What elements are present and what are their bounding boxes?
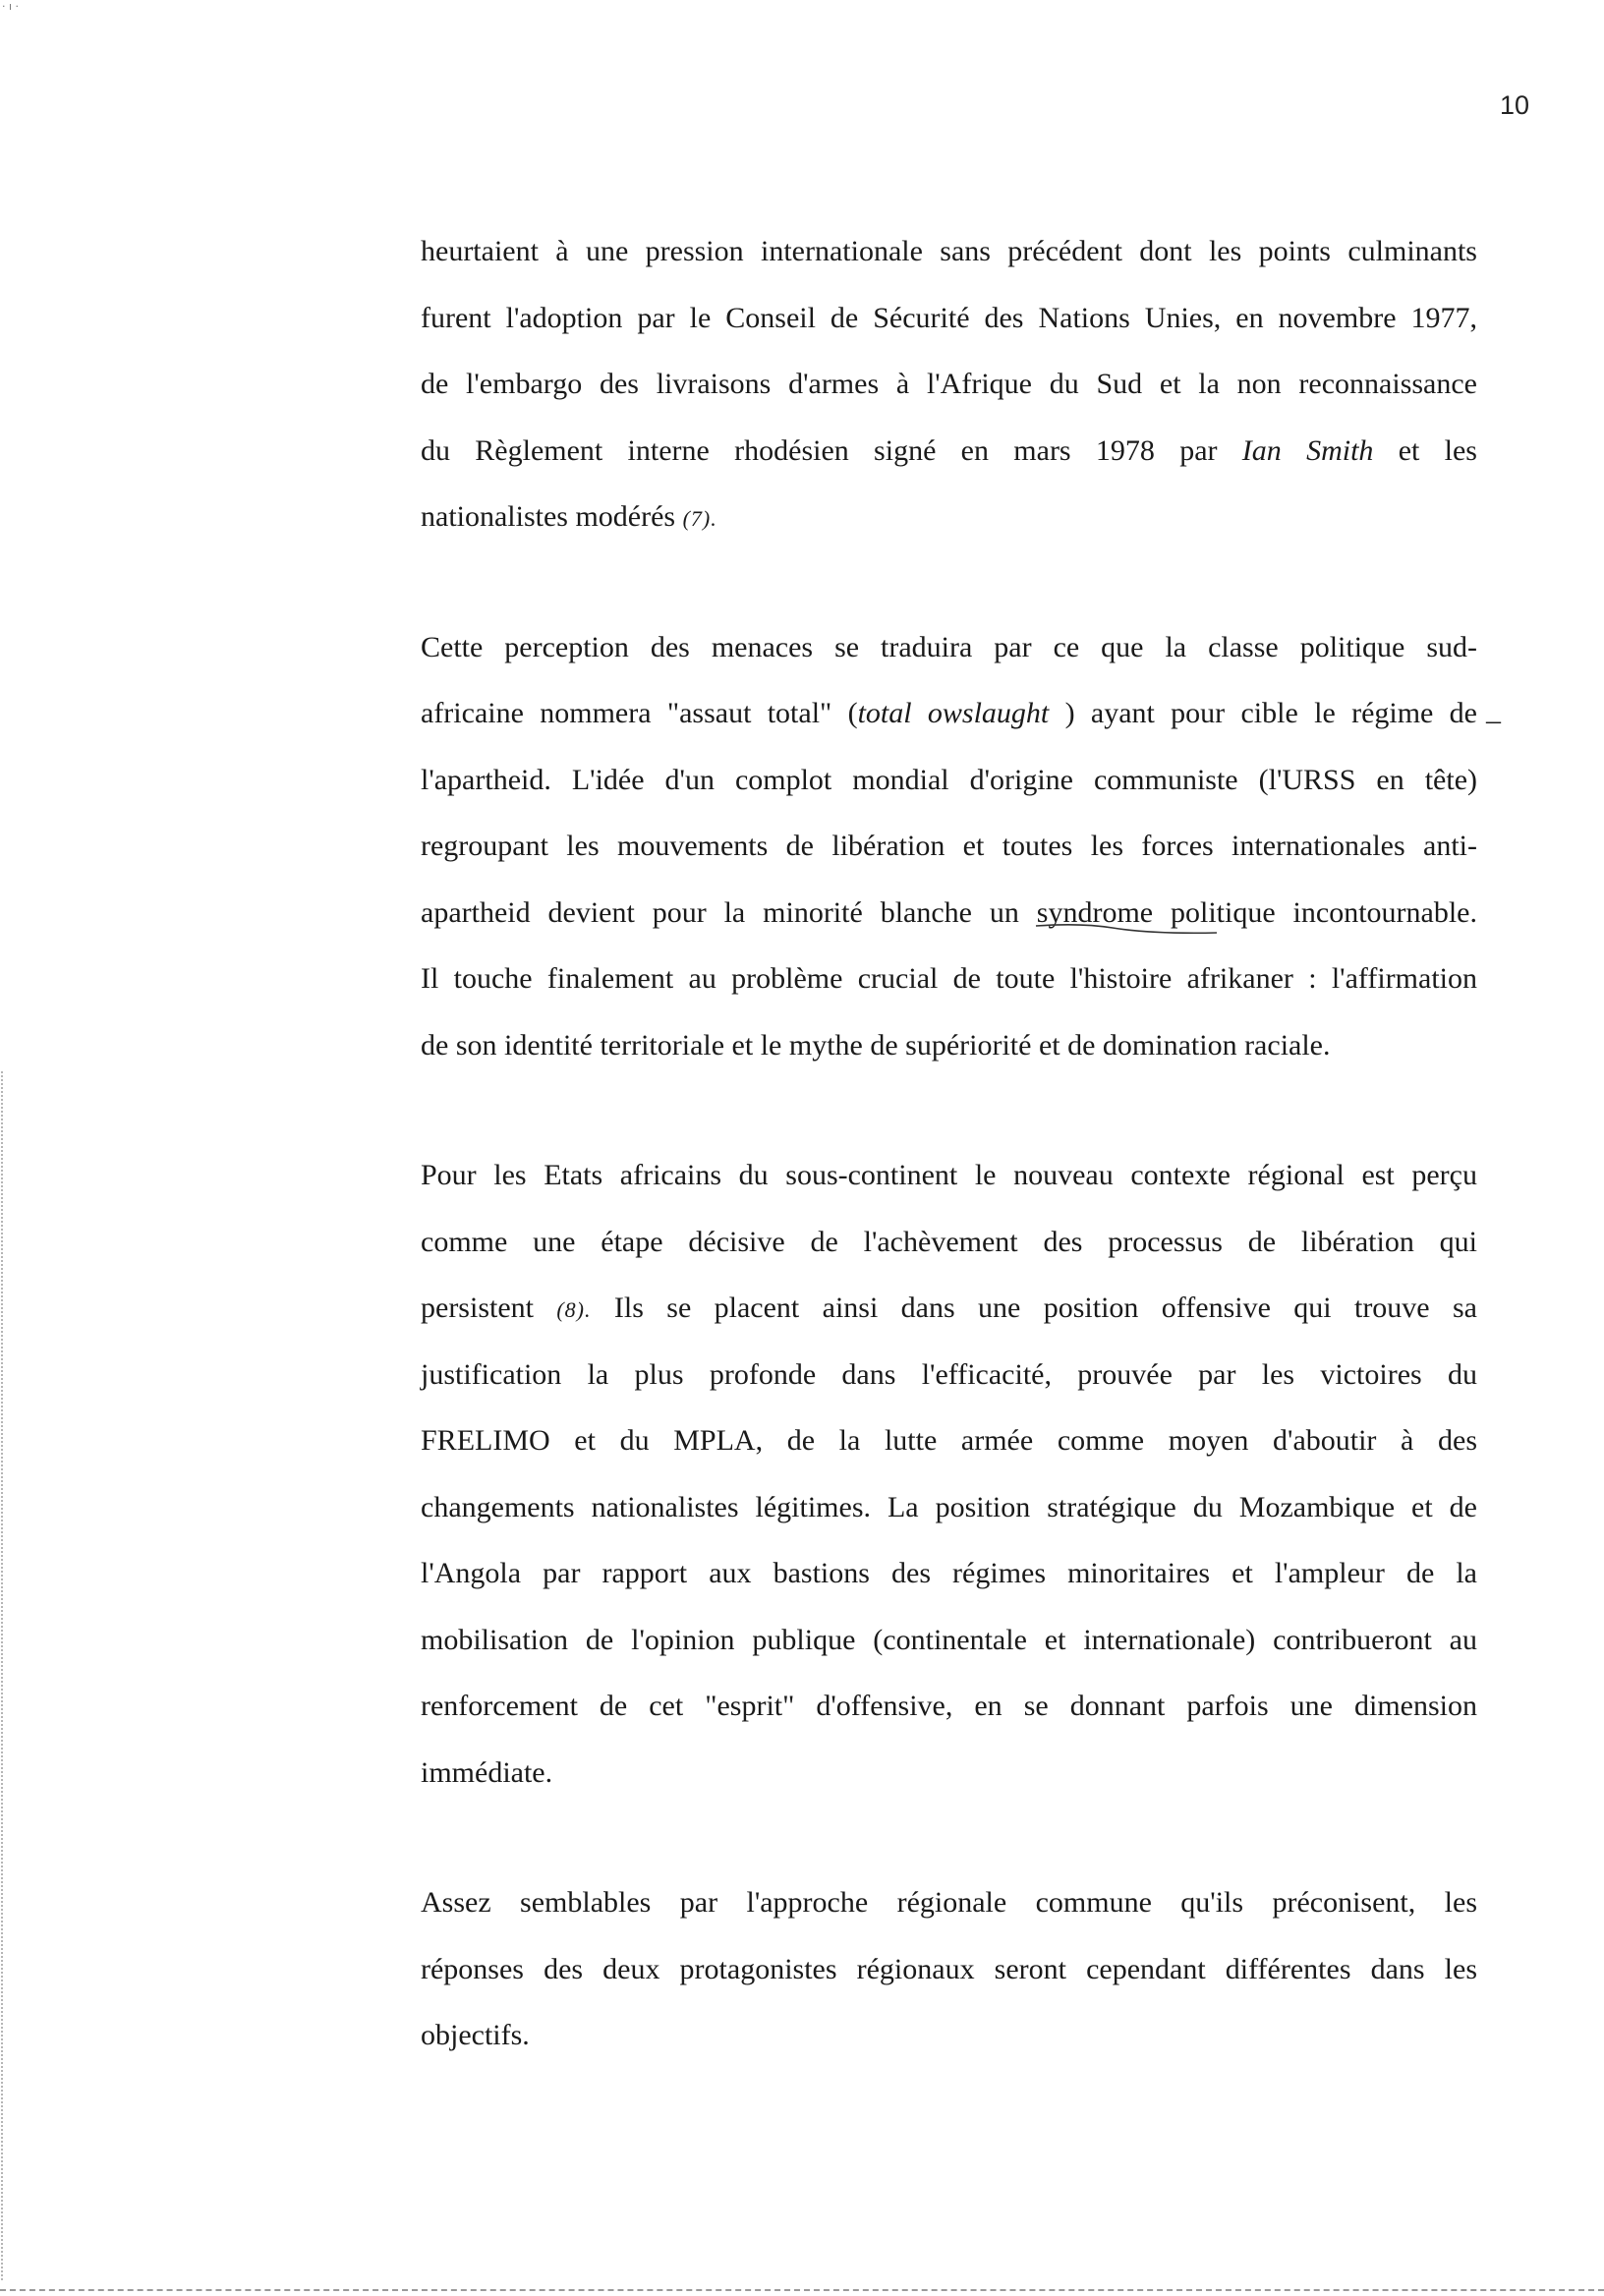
text-line: [421, 747, 1477, 814]
text-segment: Ils se placent ainsi dans une position offensive qui trouve sa: [591, 1292, 1477, 1324]
margin-dash-mark: –: [1486, 704, 1501, 736]
scan-left-edge: [1, 1071, 3, 2280]
text-line: [421, 1209, 1477, 1276]
text-segment: l'Angola par rapport aux bastions des régimes minoritaires et l'ampleur de la: [421, 1557, 1477, 1589]
text-segment: Assez semblables par l'approche régionale commune qu'ils préconisent, les: [421, 1886, 1477, 1919]
text-segment: objectifs.: [421, 2019, 530, 2051]
text-segment: justification la plus profonde dans l'efficacité, prouvée par les victoires du: [421, 1357, 1477, 1391]
paragraph: [421, 614, 1477, 1079]
footnote-ref: (8).: [556, 1297, 592, 1322]
scan-corner-mark: · ı ·: [2, 0, 20, 13]
text-line: [421, 614, 1477, 681]
text-segment: et les: [1373, 433, 1477, 467]
text-segment: de son identité territoriale et le mythe de supériorité et de domination raciale.: [421, 1028, 1331, 1062]
text-segment: africaine nommera "assaut total" (: [421, 697, 858, 729]
text-segment: comme une étape décisive de l'achèvement des processus de libération qui: [421, 1225, 1477, 1258]
text-line: [421, 1869, 1477, 1936]
text-segment: l'apartheid. L'idée d'un complot mondial d'origine communiste (l'URSS en tête): [421, 763, 1477, 796]
text-segment: changements nationalistes légitimes. La position stratégique du Mozambique et de: [421, 1490, 1477, 1523]
text-segment: ) ayant pour cible le régime de: [1049, 697, 1477, 729]
text-line: [421, 1142, 1477, 1209]
text-line: [421, 680, 1477, 747]
text-segment: immédiate.: [421, 1755, 553, 1789]
paragraph: [421, 218, 1477, 550]
text-line: [421, 1474, 1477, 1541]
text-segment: mobilisation de l'opinion publique (continentale et internationale) contribueront au: [421, 1623, 1477, 1656]
text-line: [421, 1607, 1477, 1674]
text-line: [421, 1936, 1477, 2003]
paragraph: [421, 1142, 1477, 1806]
text-segment: regroupant les mouvements de libération et toutes les forces internationales anti-: [421, 830, 1477, 862]
text-segment: Pour les Etats africains du sous-continent le nouveau contexte régional est perçu: [421, 1159, 1477, 1191]
scan-bottom-rule: [0, 2289, 1604, 2291]
text-line: [421, 1740, 1477, 1807]
text-segment: réponses des deux protagonistes régionaux seront cependant différentes dans les: [421, 1952, 1477, 1985]
text-segment: apartheid devient pour la minorité blanche un syndrome politique incontournable.: [421, 895, 1477, 929]
text-segment: furent l'adoption par le Conseil de Sécurité des Nations Unies, en novembre 1977,: [421, 301, 1477, 334]
handwritten-underline: [1034, 922, 1221, 936]
text-line: [421, 946, 1477, 1012]
page-number: 10: [1500, 90, 1530, 120]
text-line: [421, 1012, 1477, 1079]
text-segment: persistent: [421, 1292, 557, 1324]
text-segment: Il touche finalement au problème crucial de toute l'histoire afrikaner : l'affirmation: [421, 962, 1477, 995]
paragraph: [421, 1869, 1477, 2069]
text-segment: du Règlement interne rhodésien signé en mars 1978 par: [421, 433, 1242, 467]
italic-text: total owslaught: [857, 697, 1050, 729]
text-line: [421, 218, 1477, 285]
body-text: [421, 218, 1477, 2133]
text-segment: renforcement de cet "esprit" d'offensive, en se donnant parfois une dimension: [421, 1690, 1477, 1722]
text-line: [421, 285, 1477, 352]
text-line: [421, 813, 1477, 880]
text-line: [421, 351, 1477, 418]
footnote-ref: (7).: [682, 506, 717, 531]
text-line: [421, 1540, 1477, 1607]
text-segment: heurtaient à une pression internationale sans précédent dont les points culminants: [421, 235, 1477, 267]
text-line: [421, 484, 1477, 550]
text-segment: Cette perception des menaces se traduira par ce que la classe politique sud-: [421, 630, 1477, 663]
text-segment: de l'embargo des livraisons d'armes à l'Afrique du Sud et la non reconnaissance: [421, 368, 1477, 400]
text-line: [421, 1342, 1477, 1408]
text-line: [421, 1275, 1477, 1342]
text-line: [421, 1673, 1477, 1740]
text-line: [421, 2002, 1477, 2069]
text-line: [421, 880, 1477, 947]
text-segment: FRELIMO et du MPLA, de la lutte armée comme moyen d'aboutir à des: [421, 1424, 1477, 1457]
italic-text: Ian Smith: [1241, 433, 1374, 467]
text-segment: nationalistes modérés: [421, 500, 683, 533]
text-line: [421, 1407, 1477, 1474]
text-line: [421, 418, 1477, 485]
